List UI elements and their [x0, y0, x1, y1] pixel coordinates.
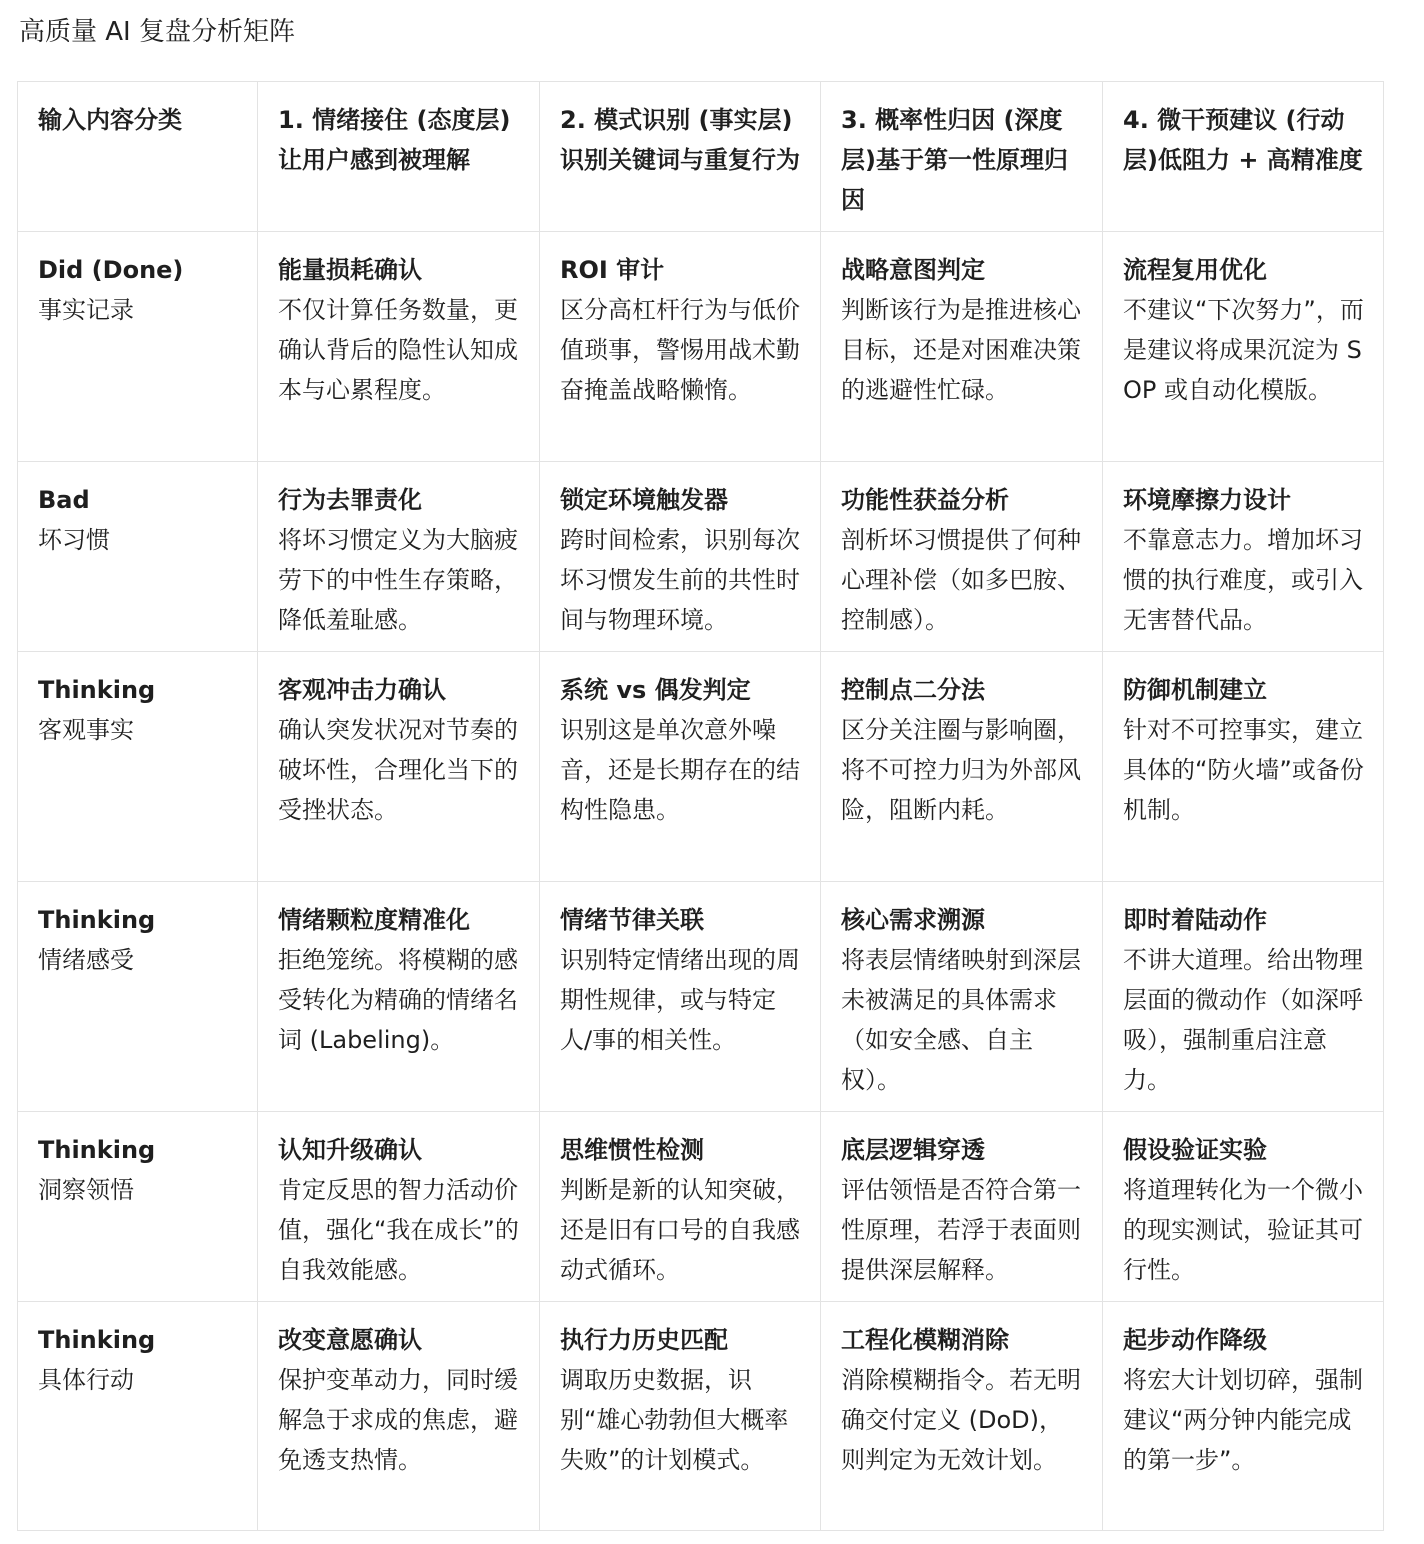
cell-heading: 认知升级确认: [278, 1136, 422, 1164]
category-subtitle: 事实记录: [38, 296, 134, 324]
cell-heading: 思维惯性检测: [560, 1136, 704, 1164]
matrix-cell: [821, 232, 1103, 462]
category-label: Thinking: [38, 1326, 156, 1354]
cell-heading: ROI 审计: [560, 256, 665, 284]
cell-heading: 核心需求溯源: [841, 906, 985, 934]
cell-text: 跨时间检索，识别每次坏习惯发生前的共性时间与物理环境。: [560, 526, 800, 634]
cell-heading: 环境摩擦力设计: [1123, 486, 1291, 514]
header-category: 输入内容分类: [18, 82, 258, 232]
matrix-cell: [258, 652, 540, 882]
cell-text: 判断是新的认知突破，还是旧有口号的自我感动式循环。: [560, 1176, 800, 1284]
cell-text: 不讲大道理。给出物理层面的微动作（如深呼吸），强制重启注意力。: [1123, 946, 1363, 1094]
cell-text: 将坏习惯定义为大脑疲劳下的中性生存策略，降低羞耻感。: [278, 526, 518, 634]
cell-text: 识别这是单次意外噪音，还是长期存在的结构性隐患。: [560, 716, 800, 824]
page-title: 高质量 AI 复盘分析矩阵: [19, 17, 295, 47]
matrix-cell: [1103, 1302, 1384, 1531]
matrix-cell: [1103, 232, 1384, 462]
matrix-cell: [1103, 1112, 1384, 1302]
cell-text: 将道理转化为一个微小的现实测试，验证其可行性。: [1123, 1176, 1363, 1284]
cell-heading: 功能性获益分析: [841, 486, 1009, 514]
matrix-cell: [540, 652, 821, 882]
cell-heading: 锁定环境触发器: [560, 486, 728, 514]
cell-text: 肯定反思的智力活动价值，强化“我在成长”的自我效能感。: [278, 1176, 519, 1284]
cell-heading: 改变意愿确认: [278, 1326, 422, 1354]
cell-heading: 工程化模糊消除: [841, 1326, 1009, 1354]
matrix-cell: [821, 1112, 1103, 1302]
header-attribution: 3. 概率性归因 (深度层)基于第一性原理归因: [821, 82, 1103, 232]
cell-text: 评估领悟是否符合第一性原理，若浮于表面则提供深层解释。: [841, 1176, 1081, 1284]
matrix-cell: [540, 462, 821, 652]
cell-heading: 执行力历史匹配: [560, 1326, 728, 1354]
cell-heading: 假设验证实验: [1123, 1136, 1267, 1164]
table-row: [18, 232, 1384, 462]
cell-text: 针对不可控事实，建立具体的“防火墙”或备份机制。: [1123, 716, 1364, 824]
cell-text: 消除模糊指令。若无明确交付定义 (DoD)，则判定为无效计划。: [841, 1366, 1081, 1474]
cell-text: 确认突发状况对节奏的破坏性，合理化当下的受挫状态。: [278, 716, 518, 824]
cell-text: 判断该行为是推进核心目标，还是对困难决策的逃避性忙碌。: [841, 296, 1081, 404]
category-subtitle: 坏习惯: [38, 526, 110, 554]
analysis-matrix-table: [17, 81, 1384, 1531]
cell-heading: 控制点二分法: [841, 676, 985, 704]
category-subtitle: 客观事实: [38, 716, 134, 744]
table-row: [18, 882, 1384, 1112]
cell-heading: 情绪颗粒度精准化: [278, 906, 470, 934]
cell-heading: 战略意图判定: [841, 256, 985, 284]
category-label: Thinking: [38, 1136, 156, 1164]
matrix-cell: [258, 882, 540, 1112]
category-cell: [18, 232, 258, 462]
table-row: [18, 462, 1384, 652]
cell-heading: 情绪节律关联: [560, 906, 704, 934]
matrix-cell: [821, 1302, 1103, 1531]
category-cell: [18, 652, 258, 882]
cell-heading: 客观冲击力确认: [278, 676, 446, 704]
cell-heading: 能量损耗确认: [278, 256, 422, 284]
cell-text: 不仅计算任务数量，更确认背后的隐性认知成本与心累程度。: [278, 296, 518, 404]
cell-text: 将宏大计划切碎，强制建议“两分钟内能完成的第一步”。: [1123, 1366, 1363, 1474]
category-subtitle: 情绪感受: [38, 946, 134, 974]
header-emotion: 1. 情绪接住 (态度层)让用户感到被理解: [258, 82, 540, 232]
cell-heading: 系统 vs 偶发判定: [560, 676, 751, 704]
category-cell: [18, 1112, 258, 1302]
matrix-cell: [1103, 652, 1384, 882]
cell-heading: 底层逻辑穿透: [841, 1136, 985, 1164]
cell-text: 剖析坏习惯提供了何种心理补偿（如多巴胺、控制感）。: [841, 526, 1081, 634]
matrix-cell: [540, 232, 821, 462]
cell-heading: 防御机制建立: [1123, 676, 1267, 704]
matrix-cell: [821, 462, 1103, 652]
category-label: Did (Done): [38, 256, 184, 284]
category-label: Thinking: [38, 676, 156, 704]
matrix-cell: [258, 462, 540, 652]
matrix-cell: [258, 232, 540, 462]
cell-text: 拒绝笼统。将模糊的感受转化为精确的情绪名词 (Labeling)。: [278, 946, 518, 1054]
cell-heading: 起步动作降级: [1123, 1326, 1267, 1354]
header-intervention: 4. 微干预建议 (行动层)低阻力 + 高精准度: [1103, 82, 1384, 232]
cell-text: 区分关注圈与影响圈，将不可控力归为外部风险，阻断内耗。: [841, 716, 1081, 824]
category-subtitle: 具体行动: [38, 1366, 134, 1394]
category-cell: [18, 882, 258, 1112]
category-subtitle: 洞察领悟: [38, 1176, 134, 1204]
category-cell: [18, 462, 258, 652]
matrix-cell: [1103, 882, 1384, 1112]
matrix-cell: [821, 652, 1103, 882]
cell-text: 将表层情绪映射到深层未被满足的具体需求（如安全感、自主权）。: [841, 946, 1081, 1094]
matrix-cell: [258, 1112, 540, 1302]
category-label: Bad: [38, 486, 90, 514]
header-row: [18, 82, 1384, 232]
table-row: [18, 1112, 1384, 1302]
cell-text: 不靠意志力。增加坏习惯的执行难度，或引入无害替代品。: [1123, 526, 1363, 634]
matrix-cell: [540, 882, 821, 1112]
cell-text: 区分高杠杆行为与低价值琐事，警惕用战术勤奋掩盖战略懒惰。: [560, 296, 800, 404]
table-row: [18, 652, 1384, 882]
cell-heading: 即时着陆动作: [1123, 906, 1267, 934]
matrix-cell: [1103, 462, 1384, 652]
header-pattern: 2. 模式识别 (事实层)识别关键词与重复行为: [540, 82, 821, 232]
table-row: [18, 1302, 1384, 1531]
cell-heading: 行为去罪责化: [278, 486, 422, 514]
cell-text: 调取历史数据，识别“雄心勃勃但大概率失败”的计划模式。: [560, 1366, 789, 1474]
category-label: Thinking: [38, 906, 156, 934]
category-cell: [18, 1302, 258, 1531]
cell-text: 不建议“下次努力”，而是建议将成果沉淀为 SOP 或自动化模版。: [1123, 296, 1364, 404]
matrix-cell: [821, 882, 1103, 1112]
matrix-cell: [540, 1112, 821, 1302]
cell-text: 保护变革动力，同时缓解急于求成的焦虑，避免透支热情。: [278, 1366, 518, 1474]
cell-heading: 流程复用优化: [1123, 256, 1267, 284]
cell-text: 识别特定情绪出现的周期性规律，或与特定人/事的相关性。: [560, 946, 800, 1054]
matrix-cell: [258, 1302, 540, 1531]
matrix-cell: [540, 1302, 821, 1531]
